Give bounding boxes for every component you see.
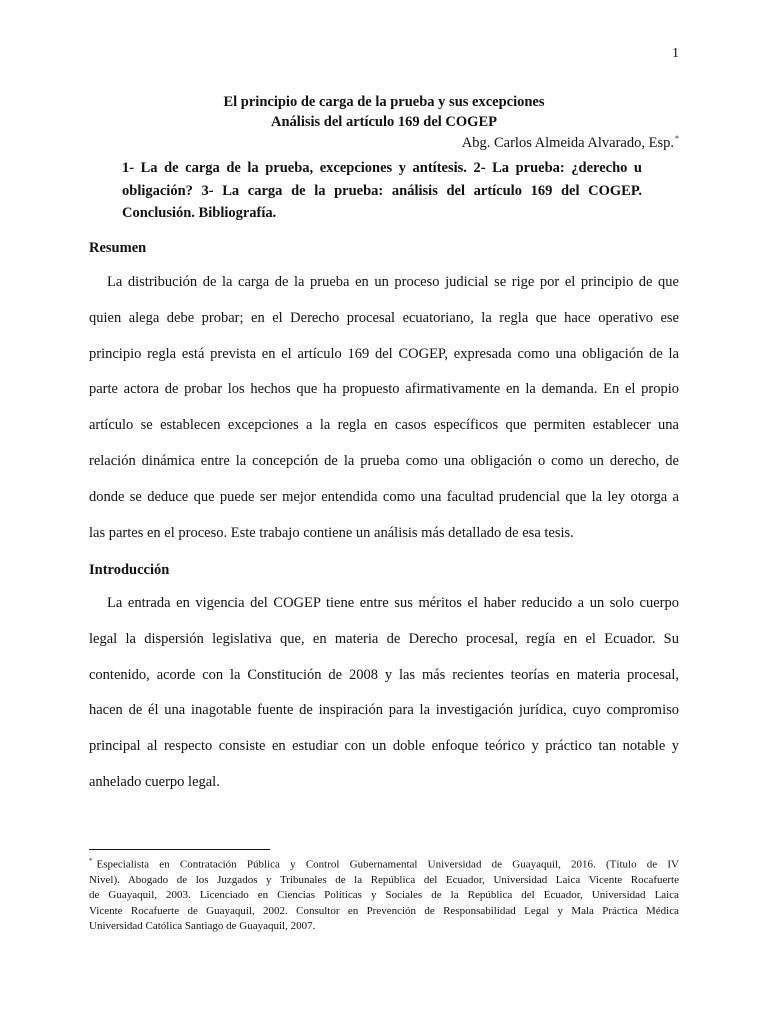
paragraph-line: principio regla está prevista en el artículo 169 del COGEP, expresada como una obligación de la (89, 345, 679, 362)
paragraph-line: relación dinámica entre la concepción de la prueba como una obligación o como un derecho, de (89, 452, 679, 469)
footnote-separator (89, 849, 270, 850)
footnote-line: Nivel). Abogado de los Juzgados y Tribunales de la República del Ecuador, Universidad Laica Vicente Rocafuerte (89, 874, 679, 887)
paragraph-line: La distribución de la carga de la prueba en un proceso judicial se rige por el principio de que (107, 274, 679, 290)
paragraph-line: parte actora de probar los hechos que ha propuesto afirmativamente en la demanda. En el propio (89, 381, 679, 398)
paragraph-line: contenido, acorde con la Constitución de 2008 y las más recientes teorías en materia procesal, (89, 666, 679, 683)
introduccion-paragraph (89, 586, 679, 801)
footnote-line: Vicente Rocafuerte de Guayaquil, 2002. Consultor en Prevención de Responsabilidad Legal y Mala Práctica Médica (89, 904, 679, 917)
resumen-paragraph (89, 265, 679, 551)
section-heading-resumen: Resumen (89, 240, 147, 256)
page-number: 1 (672, 46, 679, 61)
footnote-line: de Guayaquil, 2003. Licenciado en Ciencias Políticas y Sociales de la República del Ecuador, Universidad Laica (89, 889, 679, 902)
author-name: Abg. Carlos Almeida Alvarado, Esp. (461, 134, 674, 151)
paragraph-line: La entrada en vigencia del COGEP tiene entre sus méritos el haber reducido a un solo cuerpo (107, 595, 679, 611)
paragraph-line: quien alega debe probar; en el Derecho procesal ecuatoriano, la regla que hace operativo ese (89, 309, 679, 326)
author-footnote-mark: * (675, 134, 679, 143)
document-subtitle: Análisis del artículo 169 del COGEP (271, 114, 497, 130)
paragraph-line: anhelado cuerpo legal. (89, 773, 220, 790)
footnote (89, 854, 679, 935)
paragraph-line: legal la dispersión legislativa que, en materia de Derecho procesal, regía en el Ecuador. Su (89, 630, 679, 647)
table-of-contents: 1- La de carga de la prueba, excepciones y antítesis. 2- La prueba: ¿derecho u obligación? 3- La carga de la prueba: análisis del artículo 169 del COGEP. Conclusión. Bibliografía. (122, 160, 642, 221)
paragraph-line: hacen de él una inagotable fuente de inspiración para la investigación jurídica, cuyo compromiso (89, 702, 679, 719)
section-heading-introduccion: Introducción (89, 562, 170, 578)
footnote-line (89, 854, 679, 873)
footnote-line: Universidad Católica Santiago de Guayaquil, 2007. (89, 920, 316, 933)
footnote-mark: * (89, 857, 93, 865)
document-title: El principio de carga de la prueba y sus excepciones (223, 94, 545, 110)
author-line (462, 134, 679, 152)
paragraph-line: artículo se establecen excepciones a la regla en casos específicos que permiten establecer una (89, 417, 679, 434)
paragraph-line: donde se deduce que puede ser mejor entendida como una facultad prudencial que la ley otorga a (89, 488, 679, 505)
paragraph-line: principal al respecto consiste en estudiar con un doble enfoque teórico y práctico tan notable y (89, 738, 679, 755)
footnote-text: Especialista en Contratación Pública y Control Gubernamental Universidad de Guayaquil, 2016. (Título de IV (96, 858, 679, 871)
paragraph-line: las partes en el proceso. Este trabajo contiene un análisis más detallado de esa tesis. (89, 524, 574, 541)
